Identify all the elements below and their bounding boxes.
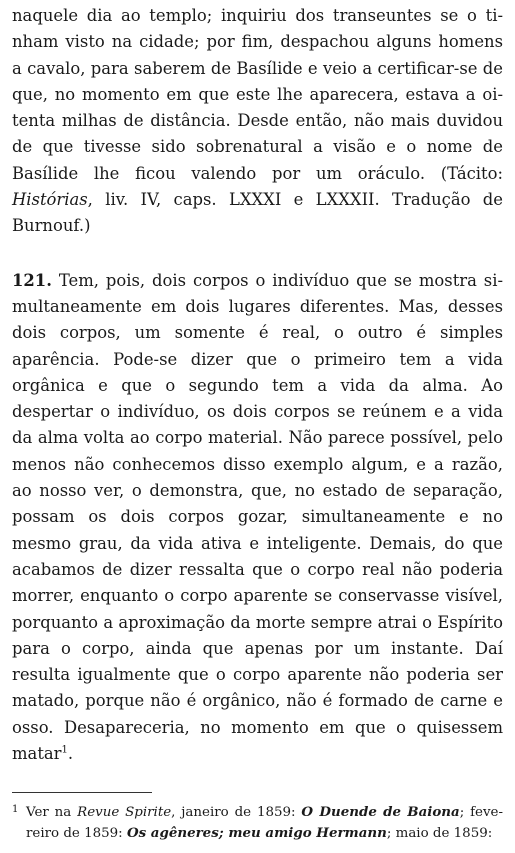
paragraph-121 [12, 268, 503, 768]
footnote-text-3: ; fevereiro de 1859: [26, 805, 503, 841]
work-title-historias: Histórias [12, 190, 88, 210]
paragraph-1-text-a: naquele dia ao templo; inquiriu dos transeuntes se o tinham visto na cidade; por fim, despachou alguns homens a cavalo, para saberem de Basílide e veio a certificar-se de que, no momento em que este lhe aparecera, estava a oitenta milhas de distância. Desde então, não mais duvidou de que tivesse sido sobrenatural a visão e o nome de Basílide lhe ficou valendo por um oráculo. (Tácito: [12, 6, 503, 183]
paragraph-1 [12, 3, 503, 240]
footnote-article-1: O Duende de Baiona [301, 804, 460, 820]
footnote-text-1: Ver na [26, 805, 78, 820]
footnote [12, 802, 503, 844]
footnote-reference[interactable]: 1 [61, 744, 68, 756]
paragraph-121-end: . [67, 744, 74, 764]
footnote-mark: 1 [12, 804, 19, 815]
footnote-text-2: , janeiro de 1859: [171, 805, 302, 820]
footnote-revue-title: Revue Spirite [77, 805, 172, 820]
footnote-divider [12, 792, 152, 793]
footnote-article-2: Os agêneres; meu amigo Hermann [126, 825, 387, 841]
footnote-text-4: ; maio de 1859: [386, 826, 493, 841]
paragraph-121-text: Tem, pois, dois corpos o indivíduo que se mostra simultaneamente em dois lugares diferentes. Mas, desses dois corpos, um somente é real, o outro é simples aparência. Pode-se dizer que o primeiro tem a vida orgânica e que o segundo tem a vida da alma. Ao despertar o indivíduo, os dois corpos se reúnem e a vida da alma volta ao corpo material. Não parece possível, pelo menos não conhecemos disso exemplo algum, e a razão, ao nosso ver, o demonstra, que, no estado de separação, possam os dois corpos gozar, simultaneamente e no mesmo grau, da vida ativa e inteligente. Demais, do que acabamos de dizer ressalta que o corpo real não poderia morrer, enquanto o corpo aparente se conservasse visível, porquanto a aproximação da morte sempre atrai o Espírito para o corpo, ainda que apenas por um instante. Daí resulta igualmente que o corpo aparente não poderia ser matado, porque não é orgânico, não é formado de carne e osso. Desapareceria, no momento em que o quisessem matar [12, 270, 503, 764]
page-text [12, 0, 503, 767]
footnote-body [12, 802, 503, 844]
paragraph-1-text-b: , liv. IV, caps. LXXXI e LXXXII. Tradução de Burnouf.) [12, 190, 503, 236]
paragraph-number: 121. [12, 270, 52, 290]
